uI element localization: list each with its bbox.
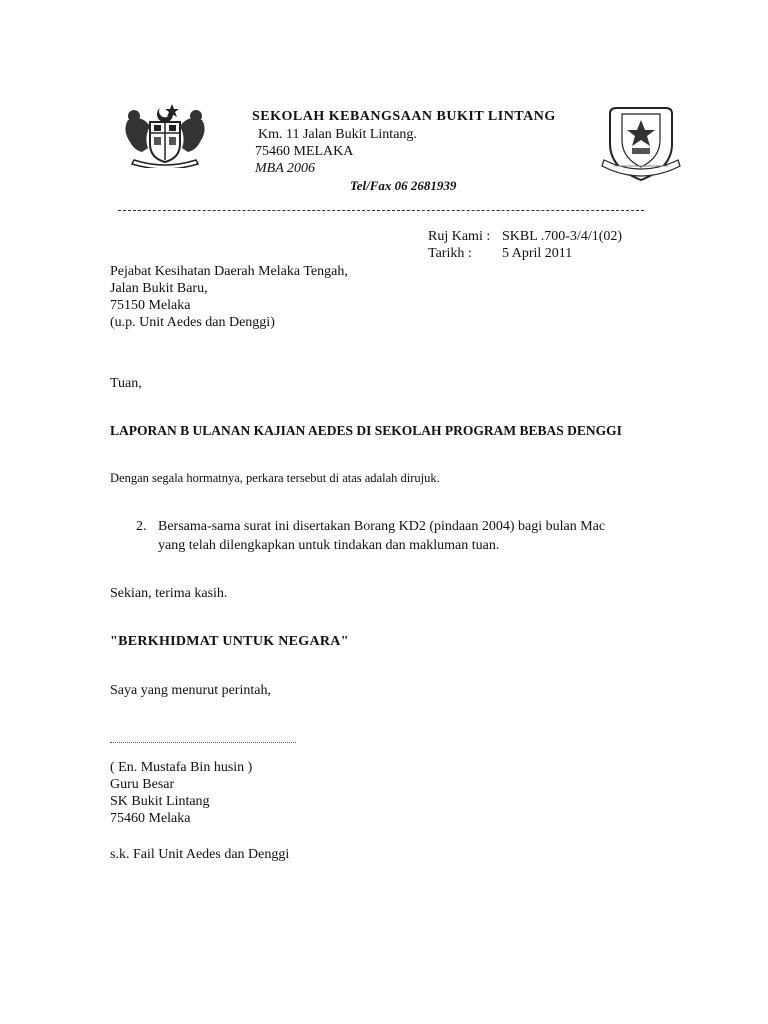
sign-off: Saya yang menurut perintah, bbox=[110, 683, 271, 698]
subject-heading: LAPORAN B ULANAN KAJIAN AEDES DI SEKOLAH PROGRAM BEBAS DENGGI bbox=[110, 423, 622, 438]
paragraph-2-line-1: Bersama-sama surat ini disertakan Borang KD2 (pindaan 2004) bagi bulan Mac bbox=[158, 519, 606, 534]
school-crest-icon bbox=[598, 100, 684, 186]
address-line-2: 75460 MELAKA bbox=[255, 144, 354, 159]
school-code: MBA 2006 bbox=[255, 161, 316, 176]
paragraph-2-line-2: yang telah dilengkapkan untuk tindakan dan makluman tuan. bbox=[158, 538, 500, 553]
signature-line bbox=[110, 742, 296, 743]
letterhead-divider bbox=[118, 210, 644, 211]
signatory-name: ( En. Mustafa Bin husin ) bbox=[110, 760, 253, 775]
salutation: Tuan, bbox=[110, 376, 142, 391]
ruj-value: SKBL .700-3/4/1(02) bbox=[502, 229, 623, 244]
signatory-school: SK Bukit Lintang bbox=[110, 794, 210, 809]
opening-line: Dengan segala hormatnya, perkara tersebut di atas adalah dirujuk. bbox=[110, 471, 440, 485]
motto: "BERKHIDMAT UNTUK NEGARA" bbox=[110, 634, 349, 649]
closing-line: Sekian, terima kasih. bbox=[110, 586, 228, 601]
address-line-1: Km. 11 Jalan Bukit Lintang. bbox=[258, 127, 417, 142]
signatory-postcode: 75460 Melaka bbox=[110, 811, 191, 826]
coat-of-arms-icon bbox=[120, 100, 210, 168]
paragraph-2-number: 2. bbox=[136, 519, 147, 534]
tarikh-label: Tarikh : bbox=[428, 246, 472, 261]
school-name: SEKOLAH KEBANGSAAN BUKIT LINTANG bbox=[252, 109, 556, 124]
ruj-label: Ruj Kami : bbox=[428, 229, 491, 244]
cc-line: s.k. Fail Unit Aedes dan Denggi bbox=[110, 847, 290, 862]
tarikh-value: 5 April 2011 bbox=[502, 246, 573, 261]
recipient-line-2: Jalan Bukit Baru, bbox=[110, 281, 208, 296]
recipient-line-3: 75150 Melaka bbox=[110, 298, 191, 313]
recipient-line-4: (u.p. Unit Aedes dan Denggi) bbox=[110, 315, 275, 330]
recipient-line-1: Pejabat Kesihatan Daerah Melaka Tengah, bbox=[110, 264, 348, 279]
tel-fax: Tel/Fax 06 2681939 bbox=[350, 178, 457, 193]
signatory-title: Guru Besar bbox=[110, 777, 175, 792]
